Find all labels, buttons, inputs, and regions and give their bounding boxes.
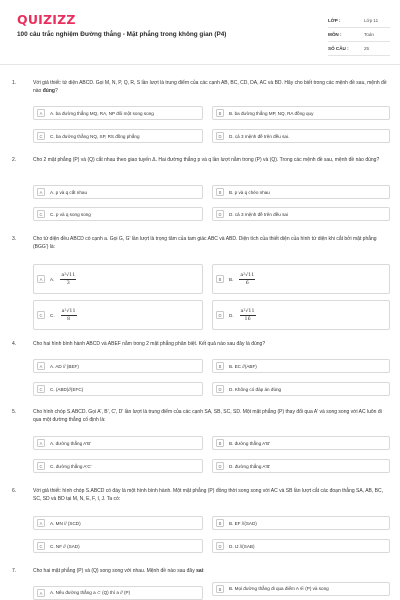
option-d[interactable] bbox=[212, 382, 390, 396]
option-a[interactable] bbox=[33, 359, 203, 373]
meta-value: Lớp 11 bbox=[364, 18, 379, 23]
question-text: Cho hai hình bình hành ABCD và ABEF nằm trong 2 mặt phẳng phân biệt. Kết quả nào sau đây là đúng? bbox=[33, 341, 266, 347]
option-text: A. MN // (SCD) bbox=[50, 520, 81, 526]
fraction-denominator: 16 bbox=[244, 316, 251, 322]
option-text: A. p và q cắt nhau bbox=[50, 189, 88, 195]
fraction bbox=[239, 273, 255, 286]
option-letter: D bbox=[216, 462, 224, 470]
option-d[interactable] bbox=[212, 129, 390, 143]
option-letter: A bbox=[37, 188, 45, 196]
option-letter: B bbox=[216, 109, 224, 117]
option-d[interactable] bbox=[212, 459, 390, 473]
option-b[interactable] bbox=[212, 106, 390, 120]
option-c[interactable] bbox=[33, 207, 203, 221]
option-c[interactable] bbox=[33, 459, 203, 473]
meta-key: MÔN : bbox=[328, 32, 342, 37]
option-a[interactable] bbox=[33, 436, 203, 450]
option-letter: C bbox=[37, 462, 45, 470]
question-number: 1. bbox=[12, 80, 17, 86]
option-letter: A bbox=[37, 519, 45, 527]
option-label: D. bbox=[229, 312, 234, 318]
option-d[interactable] bbox=[212, 207, 390, 221]
option-letter: C bbox=[37, 385, 45, 393]
question-number: 3. bbox=[12, 236, 17, 242]
document-title: 100 câu trắc nghiệm Đường thẳng - Mặt phẳng trong không gian (P4) bbox=[17, 31, 227, 38]
option-a[interactable] bbox=[33, 516, 203, 530]
question-text: Cho 2 mặt phẳng (P) và (Q) cắt nhau theo giao tuyến Δ. Hai đường thẳng p và q lần lượt nằm trong (P) và (Q). Trong các mệnh đề sau, mệnh đề nào đúng? bbox=[33, 157, 380, 163]
option-text: B. đường thẳng A'B' bbox=[229, 440, 271, 446]
option-c[interactable] bbox=[33, 129, 203, 143]
option-text: C. (ABD)//(EFC) bbox=[50, 386, 84, 392]
option-letter: B bbox=[216, 275, 224, 283]
meta-value: 25 bbox=[364, 46, 370, 51]
option-b[interactable] bbox=[212, 185, 390, 199]
fraction-numerator: a²√11 bbox=[61, 272, 76, 278]
document-header bbox=[0, 0, 400, 64]
option-letter: B bbox=[216, 585, 224, 593]
meta-row-count bbox=[328, 42, 390, 56]
option-letter: D bbox=[216, 210, 224, 218]
option-label: A. bbox=[50, 276, 55, 282]
option-letter: A bbox=[37, 275, 45, 283]
question-number: 2. bbox=[12, 157, 17, 163]
meta-key: LỚP : bbox=[328, 18, 341, 23]
question-number: 7. bbox=[12, 568, 17, 574]
option-letter: A bbox=[37, 589, 45, 597]
option-label: C. bbox=[50, 312, 55, 318]
option-letter: B bbox=[216, 439, 224, 447]
question-number: 5. bbox=[12, 409, 17, 415]
option-letter: B bbox=[216, 519, 224, 527]
option-a[interactable] bbox=[33, 264, 203, 294]
option-letter: D bbox=[216, 385, 224, 393]
option-a[interactable] bbox=[33, 586, 203, 600]
option-text: D. cả 3 mệnh đề trên đều sai bbox=[229, 211, 288, 217]
question-number: 6. bbox=[12, 488, 17, 494]
fraction bbox=[61, 309, 77, 322]
question-text: Cho hình chóp S.ABCD. Gọi A', B', C', D' lần lượt là trung điểm của các cạnh SA, SB, SC, SD. Một mặt phẳng (P) thay đổi qua A' và song song với AC luôn đi qua một đường thẳng cố định là: bbox=[33, 409, 382, 423]
option-text: C. p và q song song bbox=[50, 211, 91, 217]
question-emphasis: đúng bbox=[42, 87, 55, 94]
option-a[interactable] bbox=[33, 185, 203, 199]
option-text: C. NF // (SAD) bbox=[50, 543, 80, 549]
fraction-numerator: a²√11 bbox=[240, 272, 255, 278]
question-number: 4. bbox=[12, 341, 17, 347]
option-text: B. EC //(ABF) bbox=[229, 363, 257, 369]
option-letter: C bbox=[37, 542, 45, 550]
option-letter: A bbox=[37, 439, 45, 447]
fraction-numerator: a²√11 bbox=[61, 308, 76, 314]
option-b[interactable] bbox=[212, 436, 390, 450]
fraction-numerator: a²√11 bbox=[240, 308, 255, 314]
option-text: B. EF //(SAD) bbox=[229, 520, 257, 526]
option-text: C. đường thẳng A'C' bbox=[50, 463, 92, 469]
option-text: A. AD // (BEF) bbox=[50, 363, 79, 369]
option-letter: A bbox=[37, 362, 45, 370]
option-b[interactable] bbox=[212, 516, 390, 530]
option-letter: B bbox=[216, 188, 224, 196]
option-text: B. p và q chéo nhau bbox=[229, 189, 270, 195]
option-c[interactable] bbox=[33, 300, 203, 330]
fraction bbox=[60, 273, 76, 286]
quizizz-logo: QUIZIZZ bbox=[17, 12, 76, 27]
option-text: D. IJ //(SAB) bbox=[229, 543, 255, 549]
option-letter: D bbox=[216, 542, 224, 550]
option-letter: A bbox=[37, 109, 45, 117]
option-letter: D bbox=[216, 311, 224, 319]
meta-row-subject bbox=[328, 28, 390, 42]
question-text: Với giả thiết: hình chóp S.ABCD có đáy là một hình bình hành. Một mặt phẳng (P) đồng thời song song với AC và SB lần lượt cắt các đoạn thẳng SA, AB, BC, SC, SD và BD tại M, N, E, F, I, J. Ta có: bbox=[33, 488, 383, 502]
option-text: A. ba đường thẳng MQ, RA, NP đôi một song song bbox=[50, 110, 154, 116]
option-c[interactable] bbox=[33, 539, 203, 553]
option-b[interactable] bbox=[212, 359, 390, 373]
header-divider bbox=[0, 64, 400, 65]
option-text: C. ba đường thẳng NQ, SP, RS đồng phẳng bbox=[50, 133, 140, 139]
meta-info bbox=[328, 14, 390, 56]
fraction-denominator: 3 bbox=[66, 280, 70, 286]
option-b[interactable] bbox=[212, 582, 390, 596]
option-text: D. Không có đáp án đúng bbox=[229, 386, 282, 392]
question-text: Với giả thiết: tứ diện ABCD. Gọi M, N, P, Q, R, S lần lượt là trung điểm của các cạnh AB, BC, CD, DA, AC và BD. Hãy cho biết trong các mệnh đề sau, mệnh đề nào đúng? bbox=[33, 80, 387, 94]
option-text: D. cả 3 mệnh đề trên đều sai. bbox=[229, 133, 290, 139]
option-letter: C bbox=[37, 210, 45, 218]
option-text: A. đường thẳng A'B' bbox=[50, 440, 92, 446]
option-d[interactable] bbox=[212, 539, 390, 553]
option-letter: D bbox=[216, 132, 224, 140]
option-text: B. ba đường thẳng MP, NQ, RA đồng quy bbox=[229, 110, 314, 116]
option-d[interactable] bbox=[212, 300, 390, 330]
meta-row-class bbox=[328, 14, 390, 28]
fraction bbox=[240, 309, 256, 322]
question-text: Cho tứ diện đều ABCD có cạnh a. Gọi G, G' lần lượt là trọng tâm của tam giác ABC và ABD. Diện tích của thiết diện của hình tứ diện khi cắt bởi mặt phẳng (BGG') là: bbox=[33, 236, 377, 250]
option-a[interactable] bbox=[33, 106, 203, 120]
question-emphasis: sai bbox=[196, 568, 204, 574]
option-letter: C bbox=[37, 132, 45, 140]
option-b[interactable] bbox=[212, 264, 390, 294]
meta-value: Toán bbox=[364, 32, 374, 37]
option-text: A. Nếu đường thẳng a ⊂ (Q) thì a // (P) bbox=[50, 590, 131, 595]
meta-key: SỐ CÂU : bbox=[328, 46, 349, 51]
option-label: B. bbox=[229, 276, 234, 282]
option-text: B. Mọi đường thẳng đi qua điểm A ∈ (P) và song bbox=[229, 586, 329, 591]
option-letter: C bbox=[37, 311, 45, 319]
option-c[interactable] bbox=[33, 382, 203, 396]
fraction-denominator: 6 bbox=[245, 280, 249, 286]
option-text: D. đường thẳng A'B' bbox=[229, 463, 271, 469]
question-text: Cho hai mặt phẳng (P) và (Q) song song với nhau. Mệnh đề nào sau đây sai: bbox=[33, 568, 205, 574]
option-letter: B bbox=[216, 362, 224, 370]
fraction-denominator: 8 bbox=[67, 316, 71, 322]
